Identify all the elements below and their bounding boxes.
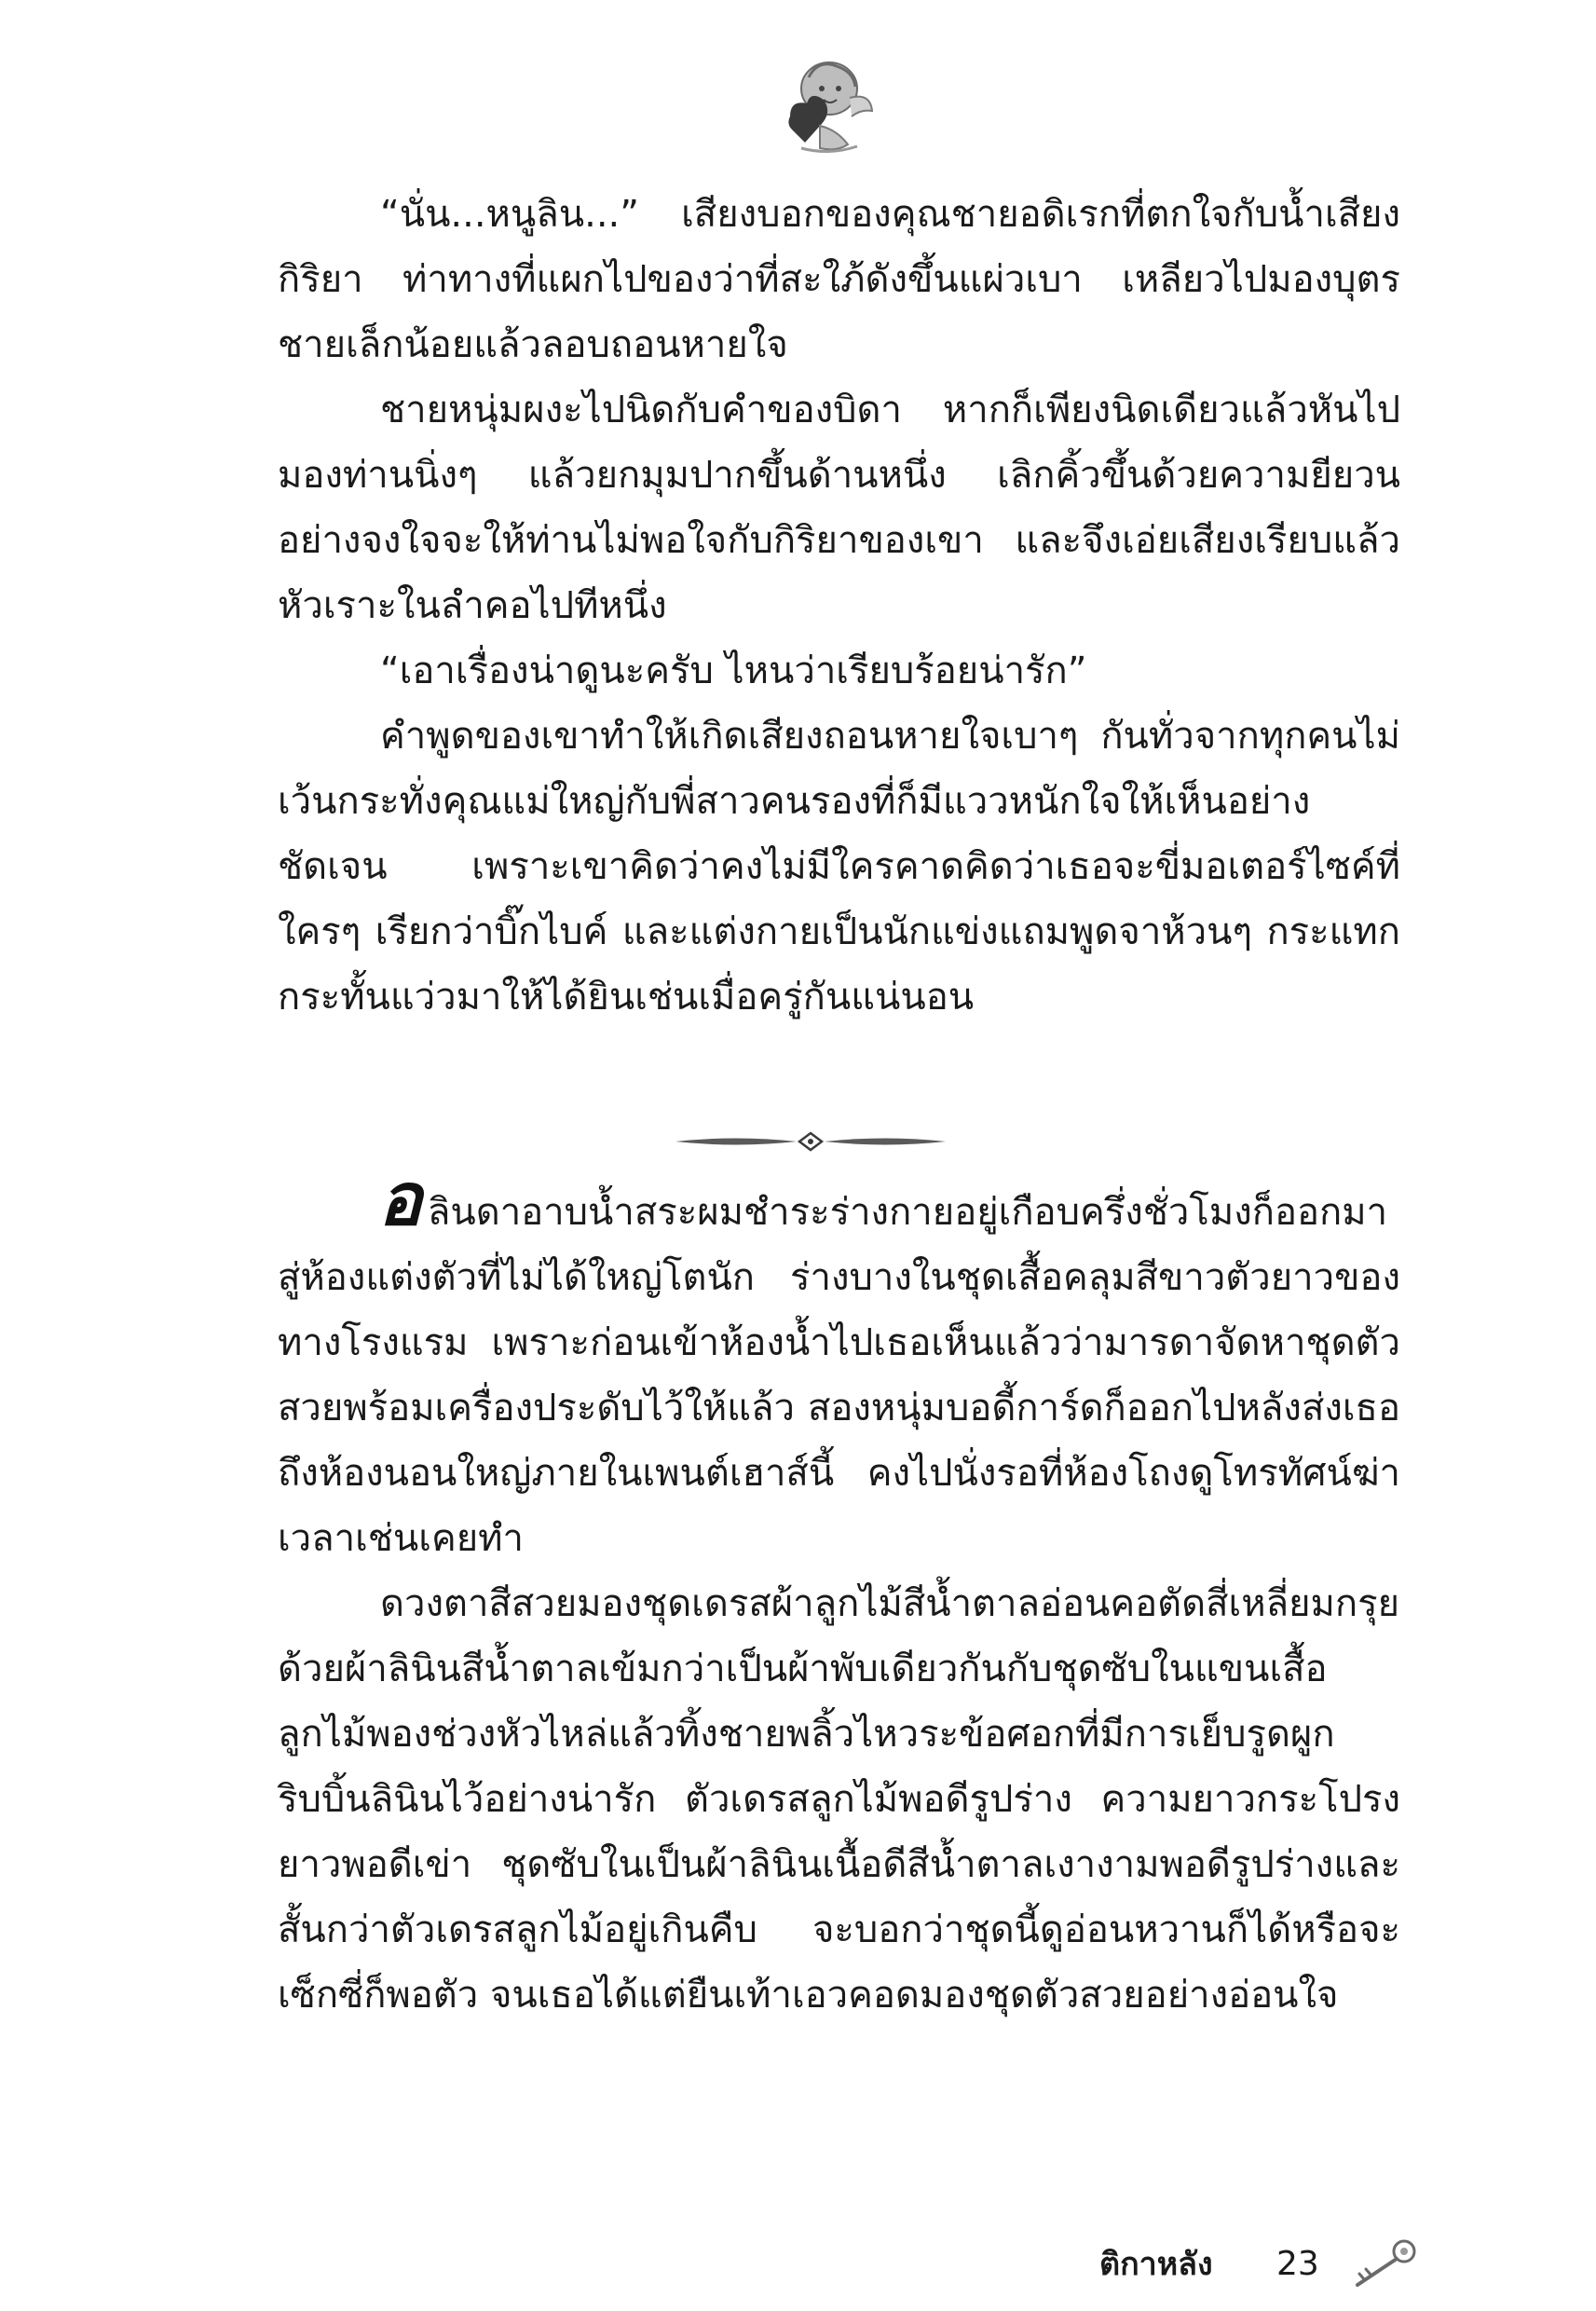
paragraph: คำพูดของเขาทำให้เกิดเสียงถอนหายใจเบาๆ กันทั่วจากทุกคนไม่เว้นกระทั่งคุณแม่ใหญ่กับพี่สาวคนรองที่ก็มีแววหนักใจให้เห็นอย่างชัดเจน เพราะเขาคิดว่าคงไม่มีใครคาดคิดว่าเธอจะขี่มอเตอร์ไซค์ที่ใครๆ เรียกว่าบิ๊กไบค์ และแต่งกายเป็นนักแข่งแถมพูดจาห้วนๆ กระแทกกระทั้นแว่วมาให้ได้ยินเช่นเมื่อครู่กันแน่นอน	[278, 715, 1400, 1019]
paragraph-rest: ลินดาอาบน้ำสระผมชำระร่างกายอยู่เกือบครึ่งชั่วโมงก็ออกมาสู่ห้องแต่งตัวที่ไม่ได้ใหญ่โตนัก ร่างบางในชุดเสื้อคลุมสีขาวตัวยาวของทางโรงแรม เพราะก่อนเข้าห้องน้ำไปเธอเห็นแล้วว่ามารดาจัดหาชุดตัวสวยพร้อมเครื่องประดับไว้ให้แล้ว สองหนุ่มบอดี้การ์ดก็ออกไปหลังส่งเธอถึงห้องนอนใหญ่ภายในเพนต์เฮาส์นี้ คงไปนั่งรอที่ห้องโถงดูโทรทัศน์ฆ่าเวลาเช่นเคยทำ	[278, 1191, 1400, 1560]
dropcap-letter: อ	[378, 1157, 422, 1242]
page-footer	[1099, 2236, 1435, 2292]
paragraph: ชายหนุ่มผงะไปนิดกับคำของบิดา หากก็เพียงนิดเดียวแล้วหันไปมองท่านนิ่งๆ แล้วยกมุมปากขึ้นด้านหนึ่ง เลิกคิ้วขึ้นด้วยความยียวนอย่างจงใจจะให้ท่านไม่พอใจกับกิริยาของเขา และจึงเอ่ยเสียงเรียบแล้วหัวเราะในลำคอไปทีหนึ่ง	[278, 389, 1400, 627]
book-title: ติกาหลัง	[1099, 2246, 1213, 2283]
paragraph: ดวงตาสีสวยมองชุดเดรสผ้าลูกไม้สีน้ำตาลอ่อนคอตัดสี่เหลี่ยมกรุยด้วยผ้าลินินสีน้ำตาลเข้มกว่าเป็นผ้าพับเดียวกันกับชุดซับในแขนเสื้อลูกไม้พองช่วงหัวไหล่แล้วทิ้งชายพลิ้วไหวระข้อศอกที่มีการเย็บรูดผูกริบบิ้นลินินไว้อย่างน่ารัก ตัวเดรสลูกไม้พอดีรูปร่าง ความยาวกระโปรงยาวพอดีเข่า ชุดซับในเป็นผ้าลินินเนื้อดีสีน้ำตาลเงางามพอดีรูปร่างและสั้นกว่าตัวเดรสลูกไม้อยู่เกินคืบ จะบอกว่าชุดนี้ดูอ่อนหวานก็ได้หรือจะเซ็กซี่ก็พอตัว จนเธอได้แต่ยืนเท้าเอวคอดมองชุดตัวสวยอย่างอ่อนใจ	[278, 1582, 1400, 2017]
paragraph-with-dropcap	[278, 1157, 1400, 1571]
page-number: 23	[1276, 2245, 1319, 2283]
cherub-with-heart-icon	[764, 51, 876, 158]
key-icon	[1346, 2236, 1421, 2292]
ornamental-divider-icon	[671, 1128, 950, 1156]
paragraph: “นั่น...หนูลิน...” เสียงบอกของคุณชายอดิเรกที่ตกใจกับน้ำเสียงกิริยา ท่าทางที่แผกไปของว่าที่สะใภ้ดังขึ้นแผ่วเบา เหลียวไปมองบุตรชายเล็กน้อยแล้วลอบถอนหายใจ	[278, 193, 1400, 366]
paragraph: “เอาเรื่องน่าดูนะครับ ไหนว่าเรียบร้อยน่ารัก”	[380, 650, 1087, 692]
section-one-text	[278, 182, 1400, 1030]
section-two-text	[278, 1157, 1400, 2028]
